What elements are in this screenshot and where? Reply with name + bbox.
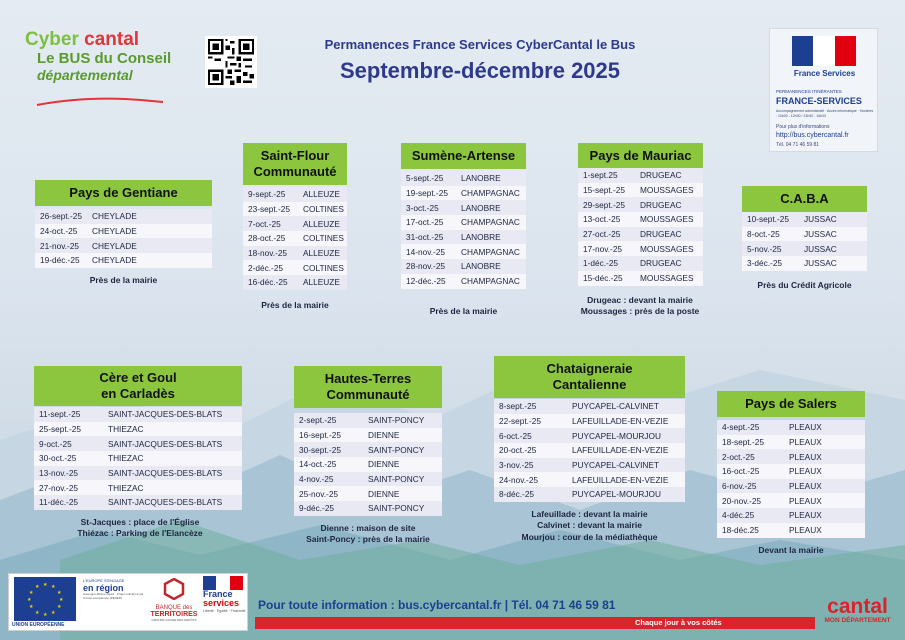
row-date: 17-nov.-25 [583,243,623,254]
row-place: THIEZAC [108,424,144,435]
row-date: 1-sept.25 [583,170,618,181]
table-row [401,230,526,245]
row-place: LANOBRE [461,232,501,243]
row-date: 5-sept.-25 [406,173,444,184]
row-date: 22-sept.-25 [499,416,541,427]
row-date: 2-sept.-25 [299,415,337,426]
row-place: CHAMPAGNAC [461,276,520,287]
schedule-caba [742,212,867,271]
table-row [401,200,526,215]
row-place: LAFEUILLADE-EN-VEZIE [572,416,669,427]
table-row [401,171,526,186]
note-sumene: Près de la mairie [429,306,498,316]
row-date: 27-nov.-25 [39,482,79,493]
table-row [34,436,242,451]
row-date: 3-oct.-25 [406,202,439,213]
row-place: DIENNE [368,459,400,470]
block-title-text: Pays de Gentiane [69,184,178,200]
row-place: SAINT-JACQUES-DES-BLATS [108,409,223,420]
table-row [494,399,685,414]
row-date: 23-sept.-25 [248,204,290,215]
row-place: PLEAUX [789,510,822,521]
table-row [294,442,442,457]
table-row [578,271,703,286]
table-row [401,259,526,274]
table-row [34,480,242,495]
row-date: 9-sept.-25 [248,189,286,200]
row-place: COLTINES [303,204,344,215]
row-place: DRUGEAC [640,258,682,269]
row-place: LAFEUILLADE-EN-VEZIE [572,445,669,456]
row-date: 31-oct.-25 [406,232,444,243]
bdt-line3: GROUPE CAISSE DES DÉPÔTS [151,618,197,622]
schedule-cere [34,407,242,510]
row-date: 26-sept.-25 [40,211,82,222]
qr-code-icon[interactable] [205,36,257,88]
row-place: JUSSAC [804,258,837,269]
cantal-logo [815,596,900,636]
block-title-text: Cère et Goul [99,369,177,385]
region-name: en région [83,583,124,593]
table-row [494,414,685,429]
cantal-sub: MON DÉPARTEMENT [824,617,891,624]
note-line: Saint-Poncy : près de la mairie [306,534,430,545]
table-row [494,443,685,458]
france-services-card [769,28,878,152]
row-date: 17-oct.-25 [406,217,444,228]
hexagon-icon [163,578,185,600]
table-row [294,428,442,443]
fs-small-2: services [203,598,240,609]
table-row [34,422,242,437]
fs-card-url[interactable]: http://bus.cybercantal.fr [776,132,849,139]
row-date: 19-déc.-25 [40,255,80,266]
row-place: THIEZAC [108,482,144,493]
row-place: ALLEUZE [303,248,340,259]
table-row [578,212,703,227]
table-row [717,493,865,508]
schedule-gentiane [35,209,212,268]
row-date: 3-déc.-25 [747,258,783,269]
row-place: SAINT-PONCY [368,444,425,455]
row-place: MOUSSAGES [640,243,694,254]
row-date: 10-sept.-25 [747,214,789,225]
row-date: 1-déc.-25 [583,258,619,269]
block-title-gentiane [35,180,212,206]
note-line: Thiézac : Parking de l'Elancèze [77,528,203,539]
eu-label: UNION EUROPÉENNE [12,622,65,628]
row-place: PLEAUX [789,481,822,492]
row-place: DRUGEAC [640,170,682,181]
note-line: Calvinet : devant la mairie [537,520,642,531]
row-date: 20-oct.-25 [499,445,537,456]
table-row [578,256,703,271]
row-place: CHEYLADE [92,240,137,251]
row-place: ALLEUZE [303,189,340,200]
row-date: 2-déc.-25 [248,262,284,273]
table-row [401,186,526,201]
row-date: 8-déc.-25 [499,489,535,500]
schedule-hautes [294,413,442,516]
row-date: 16-oct.-25 [722,466,760,477]
note-line: Moussages : près de la poste [580,306,700,317]
row-place: CHEYLADE [92,226,137,237]
row-place: DIENNE [368,430,400,441]
note-mauriac [565,295,715,318]
marianne-flag-icon [792,36,856,66]
row-date: 8-sept.-25 [499,401,537,412]
row-date: 14-oct.-25 [299,459,337,470]
note-line: Dienne : maison de site [320,523,416,533]
row-date: 21-nov.-25 [40,240,80,251]
table-row [294,413,442,428]
row-place: JUSSAC [804,214,837,225]
logo-cantal-word: cantal [84,29,140,50]
block-title-text: Hautes-Terres [324,370,412,386]
note-saintflour: Près de la mairie [261,300,329,310]
table-row [294,457,442,472]
table-row [294,501,442,516]
row-date: 14-nov.-25 [406,246,446,257]
row-date: 24-oct.-25 [40,226,78,237]
note-cere [40,517,240,540]
note-gentiane: Près de la mairie [89,275,158,285]
row-place: COLTINES [303,262,344,273]
table-row [294,472,442,487]
block-title-text: Pays de Mauriac [589,147,692,163]
marianne-flag-icon [203,576,243,590]
schedule-salers [717,420,865,538]
row-place: PUYCAPEL-MOURJOU [572,489,661,500]
row-place: MOUSSAGES [640,185,694,196]
row-place: LANOBRE [461,202,501,213]
note-line: St-Jacques : place de l'Église [80,517,200,527]
fs-card-heading: FRANCE-SERVICES [776,96,862,106]
fs-card-details: Accompagnement administratif · Accès informatique · Horaires : 10h30 - 12h30 / 13h30 - 16h00 [776,109,874,118]
page-title: Septembre-décembre 2025 [339,58,621,83]
bdt-line1: BANQUE des [155,605,193,611]
table-row [34,451,242,466]
row-date: 24-nov.-25 [499,474,539,485]
row-place: DRUGEAC [640,199,682,210]
table-row [742,227,867,242]
row-place: CHAMPAGNAC [461,217,520,228]
row-place: PUYCAPEL-CALVINET [572,460,659,471]
row-date: 16-sept.-25 [299,430,341,441]
france-services-logo [203,576,247,628]
table-row [34,495,242,510]
table-row [35,253,212,268]
row-place: PUYCAPEL-MOURJOU [572,430,661,441]
row-date: 25-sept.-25 [39,424,81,435]
table-row [494,458,685,473]
note-line: Lafeuillade : devant la mairie [531,509,648,519]
block-title-text: Saint-Flour Communauté [253,147,337,179]
table-row [294,486,442,501]
cybercantal-logo [25,30,175,110]
block-title-cere [34,366,242,406]
row-place: LANOBRE [461,173,501,184]
block-title-sumene [401,143,526,169]
note-chataigneraie [494,509,685,543]
table-row [35,238,212,253]
block-title-mauriac [578,143,703,169]
row-date: 15-sept.-25 [583,185,625,196]
row-date: 18-déc.25 [722,525,759,536]
block-title-text: Cantalienne [552,377,627,392]
row-place: SAINT-JACQUES-DES-BLATS [108,497,223,508]
table-row [243,216,347,231]
row-date: 30-oct.-25 [39,453,77,464]
row-place: PUYCAPEL-CALVINET [572,401,659,412]
row-place: SAINT-JACQUES-DES-BLATS [108,438,223,449]
region-logo [83,578,145,628]
row-place: PLEAUX [789,451,822,462]
schedule-sumene [401,171,526,289]
table-row [494,487,685,502]
row-place: SAINT-JACQUES-DES-BLATS [108,468,223,479]
footer-red-bar [255,617,815,629]
logo-line2: Le BUS du Conseil [37,50,172,67]
table-row [717,479,865,494]
logo-cyber-word: Cyber [25,29,79,50]
row-date: 30-sept.-25 [299,444,341,455]
table-row [243,202,347,217]
region-small: Auvergne-Rhône-Alpes · Projet cofinancé par l'Union européenne (FEDER) [83,592,144,600]
table-row [742,256,867,271]
row-place: MOUSSAGES [640,214,694,225]
row-place: PLEAUX [789,525,822,536]
row-date: 28-oct.-25 [248,233,286,244]
row-place: ALLEUZE [303,277,340,288]
table-row [578,183,703,198]
row-date: 27-oct.-25 [583,229,621,240]
schedule-mauriac [578,168,703,286]
fs-card-tel: Tél. 04 71 46 59 81 [776,142,820,148]
row-date: 20-nov.-25 [722,495,762,506]
row-date: 8-oct.-25 [747,229,780,240]
table-row [494,428,685,443]
fs-small-3: Liberté · Égalité · Fraternité [203,608,246,613]
fs-card-info: Pour plus d'informations [776,124,830,130]
table-row [742,212,867,227]
row-place: SAINT-PONCY [368,503,425,514]
block-title-chataigneraie [494,356,685,398]
row-date: 18-sept.-25 [722,437,764,448]
block-title-text: C.A.B.A [780,190,829,206]
row-date: 2-oct.-25 [722,451,755,462]
note-line: Mourjou : cour de la médiathèque [521,531,658,542]
block-title-salers [717,391,865,417]
table-row [35,224,212,239]
row-place: JUSSAC [804,243,837,254]
row-place: CHEYLADE [92,255,137,266]
partner-logos [8,573,248,631]
row-date: 7-oct.-25 [248,218,281,229]
table-row [494,472,685,487]
row-date: 4-déc.25 [722,510,755,521]
contact-info[interactable]: Pour toute information : bus.cybercantal.fr | Tél. 04 71 46 59 81 [258,598,616,612]
table-row [34,407,242,422]
row-date: 6-nov.-25 [722,481,757,492]
row-place: CHEYLADE [92,211,137,222]
row-place: MOUSSAGES [640,273,694,284]
table-row [717,449,865,464]
bdt-line2: TERRITOIRES [150,611,198,618]
fs-card-subtitle: PERMANENCES ITINÉRANTES [776,89,842,94]
table-row [401,215,526,230]
row-place: ALLEUZE [303,218,340,229]
note-salers: Devant la mairie [758,545,824,555]
row-date: 6-oct.-25 [499,430,532,441]
row-date: 11-déc.-25 [39,497,79,508]
table-row [35,209,212,224]
fs-small-1: France [203,589,233,599]
row-place: SAINT-PONCY [368,474,425,485]
table-row [717,420,865,435]
row-place: CHAMPAGNAC [461,188,520,199]
table-row [243,260,347,275]
row-date: 13-nov.-25 [39,468,79,479]
table-row [243,187,347,202]
row-date: 13-oct.-25 [583,214,621,225]
row-place: PLEAUX [789,495,822,506]
row-place: PLEAUX [789,437,822,448]
table-row [401,244,526,259]
row-date: 4-nov.-25 [299,474,334,485]
region-top: L'EUROPE S'ENGAGE [83,578,125,583]
row-date: 28-nov.-25 [406,261,446,272]
banque-territoires-logo [149,578,199,628]
row-date: 9-oct.-25 [39,438,72,449]
eu-flag-icon: ★ ★ ★ ★ ★ ★ ★ ★ ★ ★ ★ ★ [14,577,76,621]
row-date: 12-déc.-25 [406,276,446,287]
logo-line3: départemental [37,67,133,83]
fs-card-brand: France Services [793,69,856,78]
row-place: LANOBRE [461,261,501,272]
row-place: SAINT-PONCY [368,415,425,426]
table-row [401,274,526,289]
block-title-text: en Carladès [101,386,175,401]
note-hautes [290,523,446,546]
slogan: Chaque jour à vos côtés [635,618,722,627]
row-place: DIENNE [368,488,400,499]
table-row [717,523,865,538]
row-place: PLEAUX [789,466,822,477]
schedule-chataigneraie [494,399,685,502]
row-date: 11-sept.-25 [39,409,81,420]
title-subtitle: Permanences France Services CyberCantal le Bus [324,37,636,52]
table-row [717,464,865,479]
table-row [34,466,242,481]
table-row [717,508,865,523]
table-row [578,227,703,242]
note-line: Drugeac : devant la mairie [587,295,693,305]
row-date: 5-nov.-25 [747,243,782,254]
logo-swoosh-icon [35,96,165,108]
row-date: 18-nov.-25 [248,248,288,259]
row-date: 16-déc.-25 [248,277,288,288]
row-date: 19-sept.-25 [406,188,448,199]
table-row [578,241,703,256]
table-row [243,275,347,290]
row-date: 15-déc.-25 [583,273,623,284]
table-row [717,435,865,450]
table-row [578,197,703,212]
schedule-saintflour [243,187,347,290]
row-place: PLEAUX [789,422,822,433]
row-date: 3-nov.-25 [499,460,534,471]
block-title-saintflour [243,143,347,185]
row-place: THIEZAC [108,453,144,464]
row-place: COLTINES [303,233,344,244]
block-title-text: Chataigneraie [546,360,633,376]
table-row [742,241,867,256]
table-row [578,168,703,183]
row-place: DRUGEAC [640,229,682,240]
row-date: 4-sept.-25 [722,422,760,433]
block-title-text: Pays de Salers [745,395,837,411]
block-title-text: Sumène-Artense [411,147,516,163]
block-title-text: Communauté [326,387,410,402]
row-date: 25-nov.-25 [299,488,339,499]
row-place: CHAMPAGNAC [461,246,520,257]
row-place: JUSSAC [804,229,837,240]
row-date: 9-déc.-25 [299,503,335,514]
cantal-name: cantal [827,595,888,618]
table-row [243,231,347,246]
note-caba: Près du Crédit Agricole [757,280,852,290]
table-row [243,246,347,261]
block-title-hautes [294,366,442,408]
row-date: 29-sept.-25 [583,199,625,210]
row-place: LAFEUILLADE-EN-VEZIE [572,474,669,485]
block-title-caba [742,186,867,212]
